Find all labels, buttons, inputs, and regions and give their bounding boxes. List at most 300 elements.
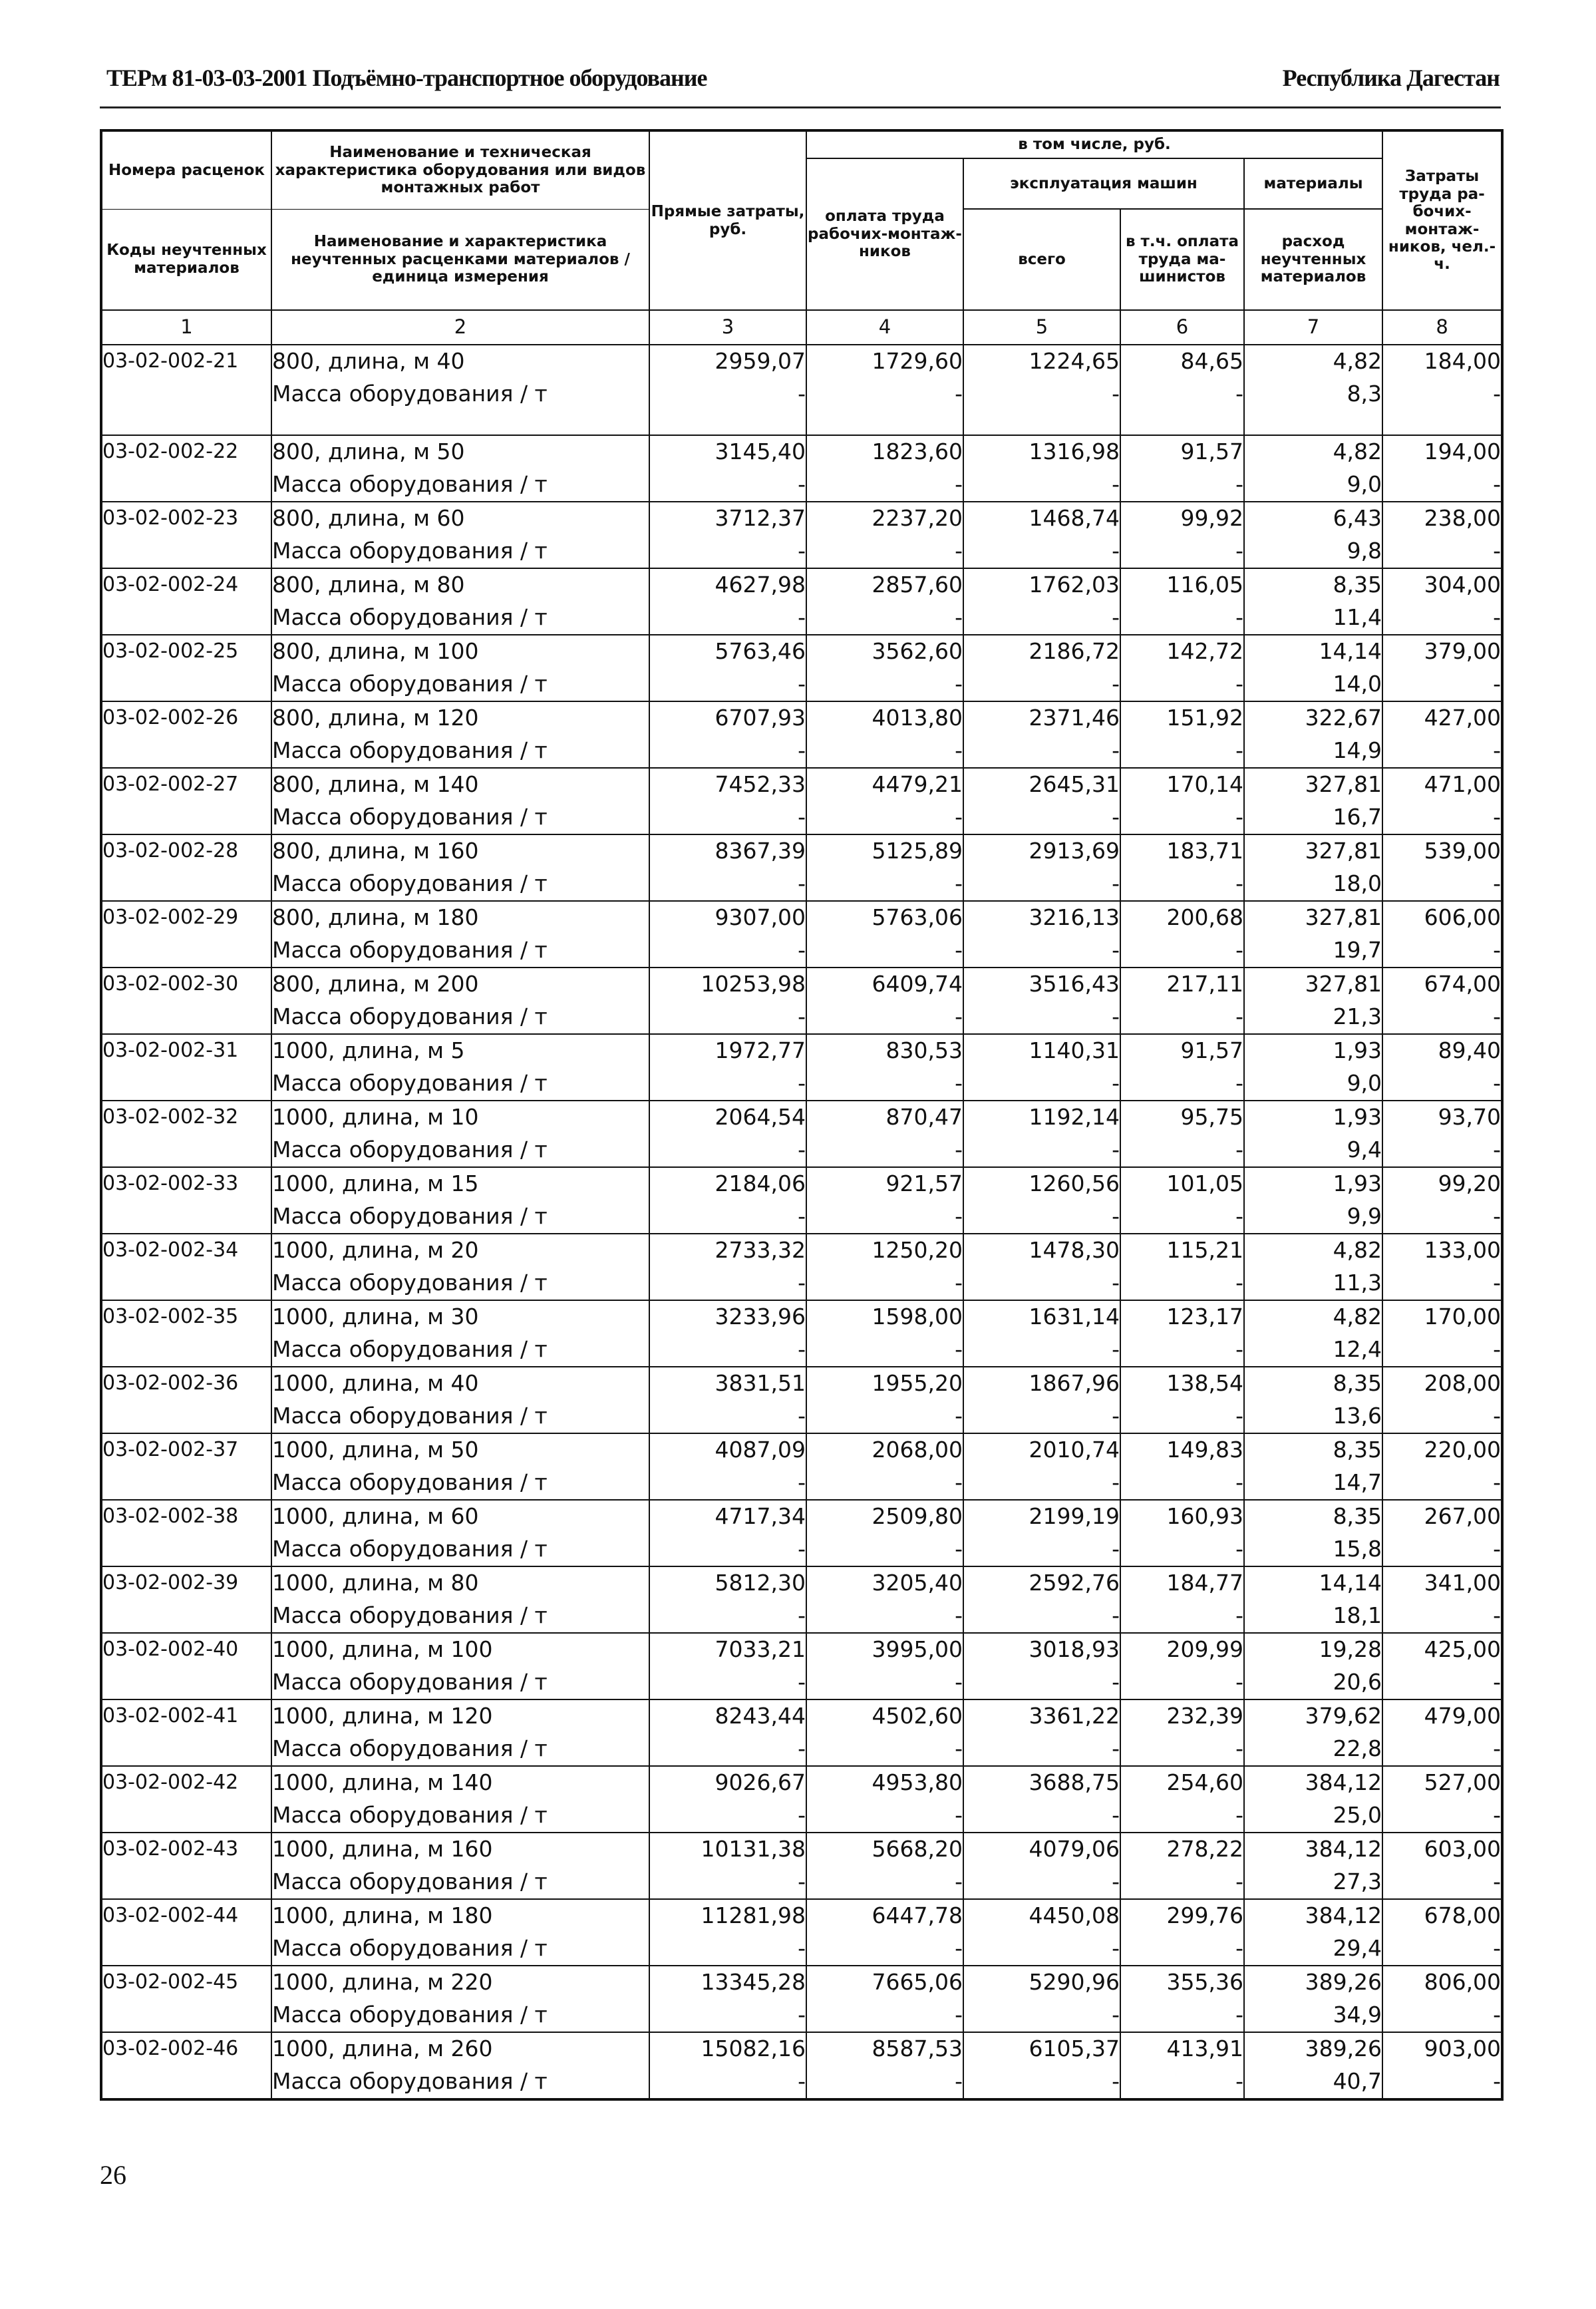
- machine-costs: 1478,30: [963, 1234, 1120, 1266]
- rate-code: 03-02-002-36: [101, 1367, 271, 1433]
- machine-costs: 1260,56: [963, 1167, 1120, 1200]
- table-row: [101, 1500, 1502, 1532]
- rate-code: 03-02-002-28: [101, 834, 271, 901]
- rate-code: 03-02-002-38: [101, 1500, 271, 1566]
- dash: -: [1120, 1000, 1244, 1034]
- direct-costs: 2184,06: [649, 1167, 806, 1200]
- dash: -: [806, 601, 963, 635]
- machine-costs: 5290,96: [963, 1966, 1120, 1998]
- machine-costs: 3216,13: [963, 901, 1120, 934]
- dash: -: [1120, 1932, 1244, 1966]
- dash: -: [649, 534, 806, 568]
- direct-costs: 8367,39: [649, 834, 806, 867]
- table-subrow: [101, 1333, 1502, 1367]
- dash: -: [649, 867, 806, 901]
- dash: -: [963, 534, 1120, 568]
- dash: -: [806, 734, 963, 768]
- equipment-mass-value: 14,7: [1244, 1466, 1382, 1500]
- dash: -: [963, 1666, 1120, 1699]
- dash: -: [963, 468, 1120, 502]
- equipment-mass-value: 9,4: [1244, 1133, 1382, 1167]
- materials-costs: 384,12: [1244, 1766, 1382, 1799]
- rate-code: 03-02-002-27: [101, 768, 271, 834]
- table-subrow: [101, 1532, 1502, 1566]
- table-row: [101, 1234, 1502, 1266]
- table-subrow: [101, 1799, 1502, 1833]
- table-subrow: [101, 1399, 1502, 1433]
- item-name: 1000, длина, м 60: [271, 1500, 649, 1532]
- dash: -: [1382, 534, 1502, 568]
- labor-hours: 267,00: [1382, 1500, 1502, 1532]
- wage-costs: 1823,60: [806, 435, 963, 468]
- wage-costs: 1729,60: [806, 345, 963, 377]
- dash: -: [806, 1998, 963, 2032]
- labor-hours: 527,00: [1382, 1766, 1502, 1799]
- direct-costs: 1972,77: [649, 1034, 806, 1067]
- header-codes: Коды неучтенных материалов: [101, 209, 271, 310]
- column-numbers-row: [101, 310, 1502, 345]
- wage-costs: 5668,20: [806, 1833, 963, 1865]
- table-row: [101, 1566, 1502, 1599]
- table-subrow: [101, 1000, 1502, 1034]
- operator-wage: 184,77: [1120, 1566, 1244, 1599]
- equipment-mass-value: 11,3: [1244, 1266, 1382, 1300]
- table-row: [101, 1101, 1502, 1133]
- direct-costs: 4627,98: [649, 568, 806, 601]
- dash: -: [806, 1599, 963, 1633]
- equipment-mass-value: 18,1: [1244, 1599, 1382, 1633]
- equipment-mass-label: Масса оборудования / т: [271, 1865, 649, 1899]
- dash: -: [1382, 1532, 1502, 1566]
- operator-wage: 183,71: [1120, 834, 1244, 867]
- dash: -: [963, 800, 1120, 834]
- column-number: 7: [1244, 310, 1382, 345]
- materials-costs: 384,12: [1244, 1899, 1382, 1932]
- rate-code: 03-02-002-39: [101, 1566, 271, 1633]
- column-number: 3: [649, 310, 806, 345]
- dash: -: [1120, 667, 1244, 701]
- column-number: 2: [271, 310, 649, 345]
- dash: -: [963, 1266, 1120, 1300]
- dash: -: [1382, 1067, 1502, 1101]
- dash: -: [649, 2065, 806, 2099]
- equipment-mass-value: 9,0: [1244, 468, 1382, 502]
- table-subrow: [101, 1666, 1502, 1699]
- direct-costs: 10131,38: [649, 1833, 806, 1865]
- materials-costs: 14,14: [1244, 635, 1382, 667]
- labor-hours: 539,00: [1382, 834, 1502, 867]
- operator-wage: 123,17: [1120, 1300, 1244, 1333]
- operator-wage: 149,83: [1120, 1433, 1244, 1466]
- equipment-mass-value: 40,7: [1244, 2065, 1382, 2099]
- table-row: [101, 1433, 1502, 1466]
- dash: -: [1382, 1865, 1502, 1899]
- materials-costs: 4,82: [1244, 1234, 1382, 1266]
- item-name: 800, длина, м 120: [271, 701, 649, 734]
- table-subrow: [101, 1599, 1502, 1633]
- equipment-mass-value: 27,3: [1244, 1865, 1382, 1899]
- machine-costs: 2645,31: [963, 768, 1120, 800]
- equipment-mass-value: 9,9: [1244, 1200, 1382, 1234]
- wage-costs: 8587,53: [806, 2032, 963, 2065]
- dash: -: [1120, 2065, 1244, 2099]
- labor-hours: 89,40: [1382, 1034, 1502, 1067]
- equipment-mass-value: 14,9: [1244, 734, 1382, 768]
- table-subrow: [101, 934, 1502, 968]
- machine-costs: 1762,03: [963, 568, 1120, 601]
- table-row: [101, 1367, 1502, 1399]
- rate-code: 03-02-002-24: [101, 568, 271, 635]
- rate-code: 03-02-002-30: [101, 968, 271, 1034]
- item-name: 800, длина, м 140: [271, 768, 649, 800]
- dash: -: [1382, 1799, 1502, 1833]
- dash: -: [963, 934, 1120, 968]
- dash: -: [649, 1865, 806, 1899]
- table-row: [101, 1699, 1502, 1732]
- table-subrow: [101, 1732, 1502, 1766]
- table-row: [101, 1034, 1502, 1067]
- equipment-mass-label: Масса оборудования / т: [271, 2065, 649, 2099]
- direct-costs: 5812,30: [649, 1566, 806, 1599]
- column-number: 8: [1382, 310, 1502, 345]
- dash: -: [963, 1732, 1120, 1766]
- dash: -: [649, 1333, 806, 1367]
- column-number: 6: [1120, 310, 1244, 345]
- table-subrow: [101, 800, 1502, 834]
- rate-code: 03-02-002-37: [101, 1433, 271, 1500]
- materials-costs: 327,81: [1244, 834, 1382, 867]
- dash: -: [806, 2065, 963, 2099]
- header-material-consumption: расход неучтенных материалов: [1244, 209, 1382, 310]
- dash: -: [1120, 1732, 1244, 1766]
- dash: -: [649, 1399, 806, 1433]
- dash: -: [1120, 934, 1244, 968]
- header-name2: Наименование и характеристика неучтенных расценками материалов / единица измерения: [271, 209, 649, 310]
- dash: -: [1120, 867, 1244, 901]
- materials-costs: 327,81: [1244, 968, 1382, 1000]
- rate-code: 03-02-002-26: [101, 701, 271, 768]
- rate-code: 03-02-002-44: [101, 1899, 271, 1966]
- item-name: 800, длина, м 50: [271, 435, 649, 468]
- materials-costs: 327,81: [1244, 901, 1382, 934]
- item-name: 800, длина, м 60: [271, 502, 649, 534]
- table-subrow: [101, 867, 1502, 901]
- equipment-mass-label: Масса оборудования / т: [271, 468, 649, 502]
- table-subrow: [101, 1067, 1502, 1101]
- operator-wage: 115,21: [1120, 1234, 1244, 1266]
- equipment-mass-value: 22,8: [1244, 1732, 1382, 1766]
- labor-hours: 93,70: [1382, 1101, 1502, 1133]
- equipment-mass-value: 29,4: [1244, 1932, 1382, 1966]
- dash: -: [963, 867, 1120, 901]
- labor-hours: 603,00: [1382, 1833, 1502, 1865]
- wage-costs: 1598,00: [806, 1300, 963, 1333]
- item-name: 800, длина, м 160: [271, 834, 649, 867]
- wage-costs: 4479,21: [806, 768, 963, 800]
- dash: -: [806, 1399, 963, 1433]
- materials-costs: 1,93: [1244, 1034, 1382, 1067]
- dash: -: [649, 1266, 806, 1300]
- dash: -: [1382, 1932, 1502, 1966]
- dash: -: [1382, 1666, 1502, 1699]
- dash: -: [806, 1865, 963, 1899]
- item-name: 1000, длина, м 30: [271, 1300, 649, 1333]
- dash: -: [806, 1466, 963, 1500]
- machine-costs: 1316,98: [963, 435, 1120, 468]
- table-row: [101, 1833, 1502, 1865]
- header-labor: Затраты труда ра-бочих-монтаж-ников, чел.-ч.: [1382, 130, 1502, 310]
- equipment-mass-label: Масса оборудования / т: [271, 534, 649, 568]
- column-number: 1: [101, 310, 271, 345]
- dash: -: [806, 1200, 963, 1234]
- equipment-mass-label: Масса оборудования / т: [271, 1732, 649, 1766]
- dash: -: [1382, 377, 1502, 435]
- labor-hours: 133,00: [1382, 1234, 1502, 1266]
- wage-costs: 6409,74: [806, 968, 963, 1000]
- equipment-mass-label: Масса оборудования / т: [271, 1599, 649, 1633]
- materials-costs: 389,26: [1244, 1966, 1382, 1998]
- equipment-mass-value: 15,8: [1244, 1532, 1382, 1566]
- equipment-mass-label: Масса оборудования / т: [271, 734, 649, 768]
- table-row: [101, 345, 1502, 377]
- materials-costs: 4,82: [1244, 1300, 1382, 1333]
- dash: -: [963, 1998, 1120, 2032]
- dash: -: [1120, 1466, 1244, 1500]
- machine-costs: 3018,93: [963, 1633, 1120, 1666]
- dash: -: [1120, 1200, 1244, 1234]
- dash: -: [806, 1266, 963, 1300]
- dash: -: [1120, 468, 1244, 502]
- dash: -: [806, 800, 963, 834]
- direct-costs: 9307,00: [649, 901, 806, 934]
- direct-costs: 5763,46: [649, 635, 806, 667]
- item-name: 1000, длина, м 80: [271, 1566, 649, 1599]
- dash: -: [806, 1666, 963, 1699]
- dash: -: [1120, 1333, 1244, 1367]
- direct-costs: 3712,37: [649, 502, 806, 534]
- dash: -: [1382, 1466, 1502, 1500]
- wage-costs: 7665,06: [806, 1966, 963, 1998]
- operator-wage: 95,75: [1120, 1101, 1244, 1133]
- item-name: 1000, длина, м 15: [271, 1167, 649, 1200]
- table-subrow: [101, 1865, 1502, 1899]
- labor-hours: 99,20: [1382, 1167, 1502, 1200]
- table-row: [101, 901, 1502, 934]
- direct-costs: 2959,07: [649, 345, 806, 377]
- machine-costs: 4079,06: [963, 1833, 1120, 1865]
- item-name: 800, длина, м 100: [271, 635, 649, 667]
- dash: -: [963, 1333, 1120, 1367]
- direct-costs: 11281,98: [649, 1899, 806, 1932]
- table-subrow: [101, 1998, 1502, 2032]
- operator-wage: 91,57: [1120, 435, 1244, 468]
- machine-costs: 6105,37: [963, 2032, 1120, 2065]
- dash: -: [963, 1466, 1120, 1500]
- equipment-mass-label: Масса оборудования / т: [271, 1466, 649, 1500]
- direct-costs: 6707,93: [649, 701, 806, 734]
- dash: -: [1382, 1599, 1502, 1633]
- machine-costs: 3361,22: [963, 1699, 1120, 1732]
- materials-costs: 4,82: [1244, 435, 1382, 468]
- dash: -: [1382, 867, 1502, 901]
- header-exploitation-total: всего: [963, 209, 1120, 310]
- equipment-mass-label: Масса оборудования / т: [271, 1998, 649, 2032]
- dash: -: [649, 934, 806, 968]
- dash: -: [1382, 1399, 1502, 1433]
- dash: -: [963, 1133, 1120, 1167]
- dash: -: [806, 1732, 963, 1766]
- machine-costs: 1468,74: [963, 502, 1120, 534]
- table-row: [101, 2032, 1502, 2065]
- dash: -: [1120, 1133, 1244, 1167]
- dash: -: [806, 1067, 963, 1101]
- header-name: Наименование и техническая характеристика оборудования или видов монтажных работ: [271, 130, 649, 209]
- materials-costs: 8,35: [1244, 1500, 1382, 1532]
- table-row: [101, 635, 1502, 667]
- wage-costs: 870,47: [806, 1101, 963, 1133]
- header-rule: [100, 106, 1501, 108]
- operator-wage: 278,22: [1120, 1833, 1244, 1865]
- item-name: 800, длина, м 180: [271, 901, 649, 934]
- rate-code: 03-02-002-35: [101, 1300, 271, 1367]
- direct-costs: 4717,34: [649, 1500, 806, 1532]
- machine-costs: 2010,74: [963, 1433, 1120, 1466]
- dash: -: [806, 1799, 963, 1833]
- table-row: [101, 1766, 1502, 1799]
- equipment-mass-value: 9,0: [1244, 1067, 1382, 1101]
- equipment-mass-label: Масса оборудования / т: [271, 667, 649, 701]
- labor-hours: 208,00: [1382, 1367, 1502, 1399]
- item-name: 1000, длина, м 40: [271, 1367, 649, 1399]
- dash: -: [963, 2065, 1120, 2099]
- dash: -: [1382, 601, 1502, 635]
- operator-wage: 413,91: [1120, 2032, 1244, 2065]
- machine-costs: 1192,14: [963, 1101, 1120, 1133]
- header-operator-wage: в т.ч. оплата труда ма-шинистов: [1120, 209, 1244, 310]
- machine-costs: 1867,96: [963, 1367, 1120, 1399]
- table-subrow: [101, 734, 1502, 768]
- table-row: [101, 968, 1502, 1000]
- dash: -: [649, 667, 806, 701]
- item-name: 800, длина, м 80: [271, 568, 649, 601]
- dash: -: [963, 1865, 1120, 1899]
- wage-costs: 830,53: [806, 1034, 963, 1067]
- labor-hours: 379,00: [1382, 635, 1502, 667]
- rate-code: 03-02-002-25: [101, 635, 271, 701]
- operator-wage: 170,14: [1120, 768, 1244, 800]
- equipment-mass-value: 13,6: [1244, 1399, 1382, 1433]
- equipment-mass-label: Масса оборудования / т: [271, 1067, 649, 1101]
- operator-wage: 151,92: [1120, 701, 1244, 734]
- dash: -: [806, 1532, 963, 1566]
- header-rates-no: Номера расценок: [101, 130, 271, 209]
- dash: -: [649, 1532, 806, 1566]
- operator-wage: 217,11: [1120, 968, 1244, 1000]
- dash: -: [1120, 1666, 1244, 1699]
- item-name: 800, длина, м 40: [271, 345, 649, 377]
- dash: -: [649, 377, 806, 435]
- direct-costs: 2064,54: [649, 1101, 806, 1133]
- labor-hours: 170,00: [1382, 1300, 1502, 1333]
- dash: -: [1382, 734, 1502, 768]
- materials-costs: 322,67: [1244, 701, 1382, 734]
- wage-costs: 5125,89: [806, 834, 963, 867]
- item-name: 1000, длина, м 5: [271, 1034, 649, 1067]
- labor-hours: 220,00: [1382, 1433, 1502, 1466]
- item-name: 1000, длина, м 50: [271, 1433, 649, 1466]
- table-subrow: [101, 667, 1502, 701]
- materials-costs: 8,35: [1244, 568, 1382, 601]
- equipment-mass-label: Масса оборудования / т: [271, 934, 649, 968]
- equipment-mass-label: Масса оборудования / т: [271, 800, 649, 834]
- dash: -: [1120, 1399, 1244, 1433]
- equipment-mass-value: 12,4: [1244, 1333, 1382, 1367]
- dash: -: [1120, 1532, 1244, 1566]
- column-number: 5: [963, 310, 1120, 345]
- dash: -: [806, 377, 963, 435]
- wage-costs: 3562,60: [806, 635, 963, 667]
- rate-code: 03-02-002-31: [101, 1034, 271, 1101]
- wage-costs: 4953,80: [806, 1766, 963, 1799]
- table-row: [101, 502, 1502, 534]
- labor-hours: 238,00: [1382, 502, 1502, 534]
- materials-costs: 8,35: [1244, 1367, 1382, 1399]
- materials-costs: 1,93: [1244, 1167, 1382, 1200]
- wage-costs: 2068,00: [806, 1433, 963, 1466]
- dash: -: [806, 468, 963, 502]
- item-name: 1000, длина, м 100: [271, 1633, 649, 1666]
- table-subrow: [101, 468, 1502, 502]
- header-materials: материалы: [1244, 158, 1382, 209]
- table-row: [101, 568, 1502, 601]
- rate-code: 03-02-002-32: [101, 1101, 271, 1167]
- materials-costs: 14,14: [1244, 1566, 1382, 1599]
- dash: -: [1120, 1067, 1244, 1101]
- dash: -: [1120, 377, 1244, 435]
- operator-wage: 232,39: [1120, 1699, 1244, 1732]
- equipment-mass-label: Масса оборудования / т: [271, 1399, 649, 1433]
- table-row: [101, 435, 1502, 468]
- dash: -: [963, 1200, 1120, 1234]
- item-name: 1000, длина, м 10: [271, 1101, 649, 1133]
- direct-costs: 7452,33: [649, 768, 806, 800]
- dash: -: [649, 1067, 806, 1101]
- dash: -: [649, 734, 806, 768]
- equipment-mass-value: 34,9: [1244, 1998, 1382, 2032]
- header-wage: оплата труда рабочих-монтаж-ников: [806, 158, 963, 310]
- equipment-mass-value: 8,3: [1244, 377, 1382, 435]
- dash: -: [1382, 1732, 1502, 1766]
- table-row: [101, 1899, 1502, 1932]
- dash: -: [1120, 601, 1244, 635]
- wage-costs: 3995,00: [806, 1633, 963, 1666]
- rates-table-body: [101, 345, 1502, 2099]
- operator-wage: 138,54: [1120, 1367, 1244, 1399]
- equipment-mass-value: 18,0: [1244, 867, 1382, 901]
- table-subrow: [101, 1133, 1502, 1167]
- dash: -: [963, 1067, 1120, 1101]
- materials-costs: 8,35: [1244, 1433, 1382, 1466]
- equipment-mass-label: Масса оборудования / т: [271, 1666, 649, 1699]
- item-name: 1000, длина, м 120: [271, 1699, 649, 1732]
- equipment-mass-value: 20,6: [1244, 1666, 1382, 1699]
- rate-code: 03-02-002-40: [101, 1633, 271, 1699]
- operator-wage: 101,05: [1120, 1167, 1244, 1200]
- wage-costs: 1955,20: [806, 1367, 963, 1399]
- dash: -: [963, 1932, 1120, 1966]
- direct-costs: 9026,67: [649, 1766, 806, 1799]
- dash: -: [1382, 468, 1502, 502]
